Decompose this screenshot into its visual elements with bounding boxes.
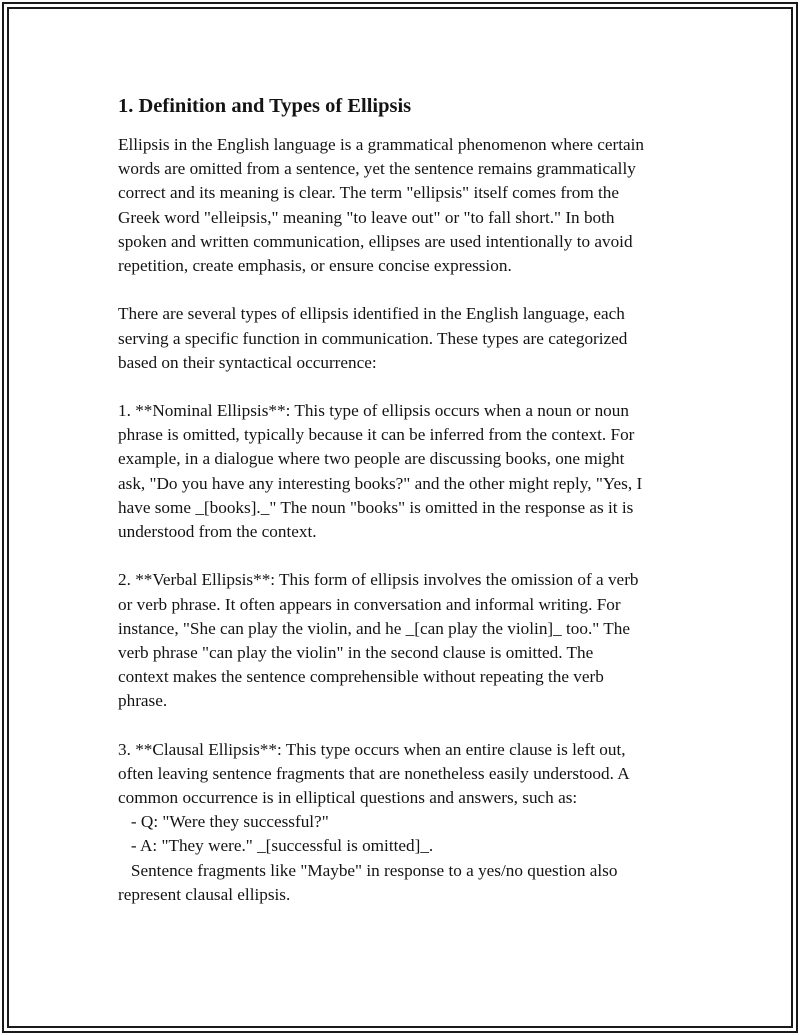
paragraph-verbal-ellipsis [118, 568, 718, 713]
text-line: words are omitted from a sentence, yet the sentence remains grammatically [118, 159, 636, 179]
text-line: Greek word "elleipsis," meaning "to leave out" or "to fall short." In both [118, 207, 615, 227]
text-line: serving a specific function in communication. These types are categorized [118, 328, 628, 348]
text-line: correct and its meaning is clear. The term "ellipsis" itself comes from the [118, 183, 620, 203]
text-line: have some _[books]._" The noun "books" is omitted in the response as it is [118, 497, 634, 517]
paragraph-types-intro [118, 302, 718, 375]
text-line: context makes the sentence comprehensible without repeating the verb [118, 667, 604, 687]
text-line: common occurrence is in elliptical questions and answers, such as: [118, 788, 578, 808]
document-page [118, 93, 718, 907]
text-line: 3. **Clausal Ellipsis**: This type occurs when an entire clause is left out, [118, 739, 626, 759]
text-line: example, in a dialogue where two people are discussing books, one might [118, 449, 625, 469]
text-line: phrase is omitted, typically because it can be inferred from the context. For [118, 425, 635, 445]
paragraph-nominal-ellipsis [118, 399, 718, 544]
text-line: - Q: "Were they successful?" [118, 812, 329, 832]
text-line: phrase. [118, 691, 168, 711]
text-line: ask, "Do you have any interesting books?" and the other might reply, "Yes, I [118, 473, 643, 493]
paragraph-definition [118, 133, 718, 278]
text-line: often leaving sentence fragments that are nonetheless easily understood. A [118, 763, 630, 783]
text-line: 2. **Verbal Ellipsis**: This form of ellipsis involves the omission of a verb [118, 570, 639, 590]
text-line: instance, "She can play the violin, and he _[can play the violin]_ too." The [118, 618, 631, 638]
text-line: Ellipsis in the English language is a grammatical phenomenon where certain [118, 135, 644, 154]
text-line: repetition, create emphasis, or ensure concise expression. [118, 255, 512, 275]
text-line: understood from the context. [118, 522, 317, 541]
text-line: spoken and written communication, ellipses are used intentionally to avoid [118, 231, 633, 251]
text-line: represent clausal ellipsis. [118, 884, 291, 904]
text-line: Sentence fragments like "Maybe" in response to a yes/no question also [118, 860, 618, 880]
text-line: verb phrase "can play the violin" in the second clause is omitted. The [118, 642, 594, 662]
section-heading: 1. Definition and Types of Ellipsis [118, 95, 412, 117]
text-line: - A: "They were." _[successful is omitted]_. [118, 836, 434, 856]
text-line: 1. **Nominal Ellipsis**: This type of ellipsis occurs when a noun or noun [118, 401, 629, 421]
text-line: There are several types of ellipsis identified in the English language, each [118, 304, 625, 324]
paragraph-clausal-ellipsis [118, 738, 718, 907]
text-line: or verb phrase. It often appears in conversation and informal writing. For [118, 594, 621, 614]
text-line: based on their syntactical occurrence: [118, 352, 377, 372]
